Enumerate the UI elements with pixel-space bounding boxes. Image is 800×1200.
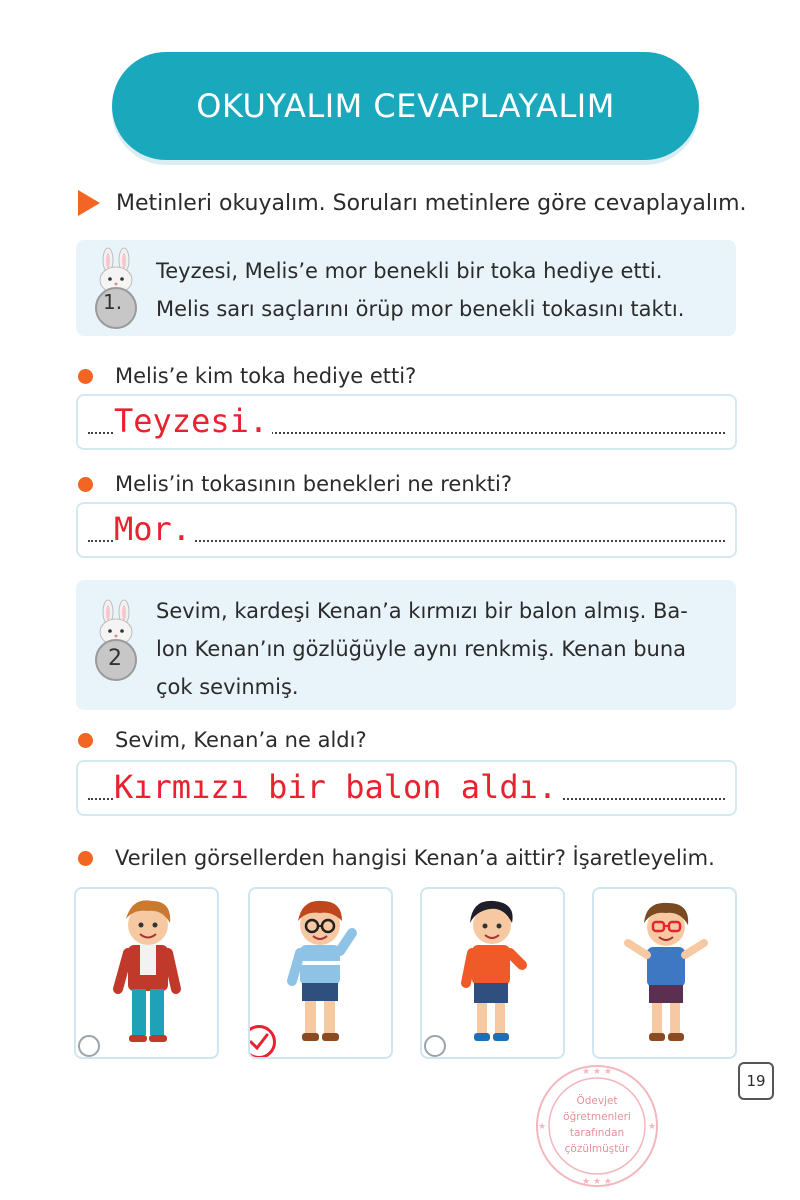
question-text: Verilen görsellerden hangisi Kenan’a aittir? İşaretleyelim.: [115, 846, 715, 870]
answer-box-2[interactable]: [76, 502, 737, 558]
choice-card-4[interactable]: [592, 887, 737, 1059]
bullet-dot-icon: [78, 369, 93, 384]
story-line: Melis sarı saçlarını örüp mor benekli tokasını taktı.: [156, 297, 685, 321]
bullet-dot-icon: [78, 733, 93, 748]
handwritten-answer: Kırmızı bir balon aldı.: [114, 768, 561, 806]
stamp-line: tarafından: [569, 1127, 625, 1139]
bullet-dot-icon: [78, 851, 93, 866]
story-text: [156, 252, 716, 328]
choice-radio[interactable]: [78, 1035, 100, 1057]
page-number: 19: [738, 1062, 774, 1100]
instruction: [78, 190, 747, 216]
svg-text:★: ★: [537, 1122, 547, 1132]
story-box-1: [76, 240, 736, 336]
story-box-2: [76, 580, 736, 710]
svg-text:★ ★ ★: ★ ★ ★: [582, 1067, 612, 1077]
bunny-number-badge-icon: [86, 246, 146, 330]
stamp-line: çözülmüştür: [564, 1143, 630, 1155]
question-text: Sevim, Kenan’a ne aldı?: [115, 728, 367, 752]
question-text: Melis’e kim toka hediye etti?: [115, 364, 417, 388]
play-triangle-icon: [78, 190, 100, 216]
svg-text:★ ★ ★: ★ ★ ★: [582, 1177, 612, 1187]
choice-checkmark[interactable]: [248, 1025, 276, 1059]
bullet-dot-icon: [78, 477, 93, 492]
choice-card-1[interactable]: [74, 887, 219, 1059]
handwritten-answer: Teyzesi.: [114, 402, 272, 440]
boy-red-plaid-shirt-illustration: [76, 893, 219, 1053]
instruction-text: Metinleri okuyalım. Soruları metinlere göre cevaplayalım.: [116, 190, 747, 216]
answer-box-1[interactable]: [76, 394, 737, 450]
question-4: [78, 846, 715, 870]
question-1: [78, 364, 416, 388]
question-2: [78, 472, 512, 496]
story-line: lon Kenan’ın gözlüğüyle aynı renkmiş. Kenan buna: [156, 637, 687, 661]
checkmark-icon: [249, 1033, 269, 1051]
boy-red-glasses-illustration: [594, 893, 737, 1053]
stamp-line: öğretmenleri: [563, 1111, 631, 1123]
story-line: Sevim, kardeşi Kenan’a kırmızı bir balon almış. Ba-: [156, 599, 688, 623]
story-text: [156, 592, 716, 706]
stamp-line: Ödevjet: [576, 1095, 618, 1107]
boy-black-glasses-illustration: [250, 893, 393, 1053]
story-number: 1.: [103, 290, 123, 314]
choice-card-3[interactable]: [420, 887, 565, 1059]
page-title: OKUYALIM CEVAPLAYALIM: [196, 87, 615, 125]
choice-radio[interactable]: [424, 1035, 446, 1057]
boy-orange-shirt-illustration: [422, 893, 565, 1053]
svg-text:★: ★: [647, 1122, 657, 1132]
solved-stamp: [534, 1062, 660, 1190]
question-text: Melis’in tokasının benekleri ne renkti?: [115, 472, 513, 496]
page-title-banner: [112, 52, 699, 160]
handwritten-answer: Mor.: [114, 510, 195, 548]
answer-box-3[interactable]: [76, 760, 737, 816]
story-number: 2: [108, 646, 122, 671]
choice-card-2[interactable]: [248, 887, 393, 1059]
story-line: çok sevinmiş.: [156, 675, 299, 699]
question-3: [78, 728, 367, 752]
story-line: Teyzesi, Melis’e mor benekli bir toka hediye etti.: [156, 259, 663, 283]
